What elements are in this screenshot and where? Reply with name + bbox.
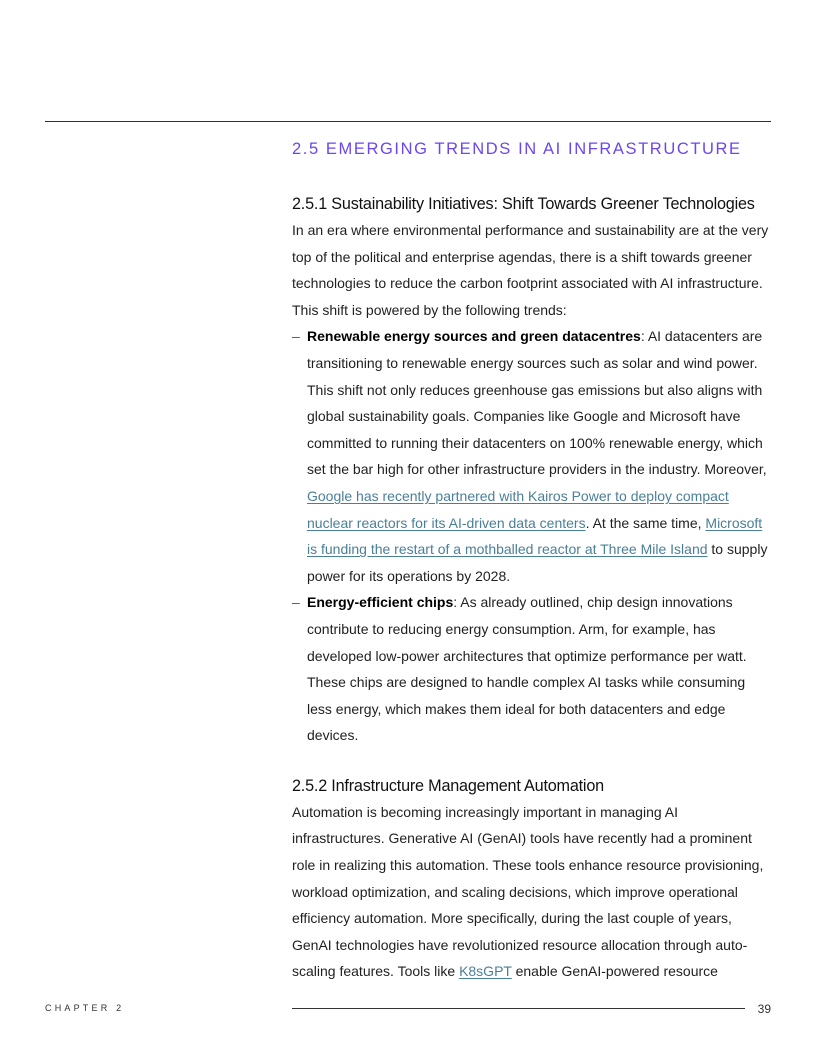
dash-bullet: – <box>292 328 300 345</box>
link-google-kairos[interactable]: Google has recently partnered with Kairos Power to deploy compact nuclear reactors for its AI-driven data centers <box>307 487 729 531</box>
bullet-text-renewable-3: to supply power for its operations by 2028. <box>307 541 768 584</box>
page-number: 39 <box>757 1002 771 1016</box>
footer-divider <box>292 1008 745 1009</box>
header-divider <box>45 121 771 122</box>
automation-text: Automation is becoming increasingly important in managing AI infrastructures. Generative AI (GenAI) tools have recently had a prominent role in realizing this automation. These tools enhance resource provisioning, workload optimization, and scaling decisions, which improve operational efficiency automation. More specifically, during the last couple of years, GenAI technologies have revolutionized resource allocation through auto-scaling features. Tools like <box>292 803 764 980</box>
subsection-heading-automation: 2.5.2 Infrastructure Management Automation <box>292 776 604 795</box>
bullet-text-chips: : As already outlined, chip design innovations contribute to reducing energy consumption. Arm, for example, has developed low-power architectures that optimize performance per watt. These chips are designed to handle complex AI tasks while consuming less energy, which makes them ideal for both datacenters and edge devices. <box>307 594 747 744</box>
bullet-text-renewable-2: . At the same time, <box>585 514 706 531</box>
main-content <box>292 136 772 985</box>
automation-text-end: enable GenAI-powered resource <box>511 963 718 980</box>
list-item-energy-efficient-chips <box>292 589 772 749</box>
bullet-title-chips: Energy-efficient chips <box>307 594 454 611</box>
bullet-text-renewable: : AI datacenters are transitioning to renewable energy sources such as solar and wind power. This shift not only reduces greenhouse gas emissions but also aligns with global sustainability goals. Companies like Google and Microsoft have committed to running their datacenters on 100% renewable energy, which set the bar high for other infrastructure providers in the industry. Moreover, <box>307 328 767 478</box>
dash-bullet: – <box>292 594 300 611</box>
link-microsoft-three-mile-island[interactable]: Microsoft is funding the restart of a mothballed reactor at Three Mile Island <box>307 514 763 558</box>
automation-paragraph <box>292 799 772 985</box>
subsection-heading-sustainability: 2.5.1 Sustainability Initiatives: Shift Towards Greener Technologies <box>292 195 755 213</box>
trends-list <box>292 323 772 749</box>
list-item-renewable-energy <box>292 323 772 589</box>
link-k8sgpt[interactable]: K8sGPT <box>459 963 512 980</box>
sustainability-intro-paragraph: In an era where environmental performance and sustainability are at the very top of the political and enterprise agendas, there is a shift towards greener technologies to reduce the carbon footprint associated with AI infrastructure. This shift is powered by the following trends: <box>292 222 769 318</box>
bullet-title-renewable: Renewable energy sources and green datacentres <box>307 328 641 345</box>
section-title: 2.5 EMERGING TRENDS IN AI INFRASTRUCTURE <box>292 140 742 158</box>
footer-chapter-label: CHAPTER 2 <box>45 1003 125 1013</box>
